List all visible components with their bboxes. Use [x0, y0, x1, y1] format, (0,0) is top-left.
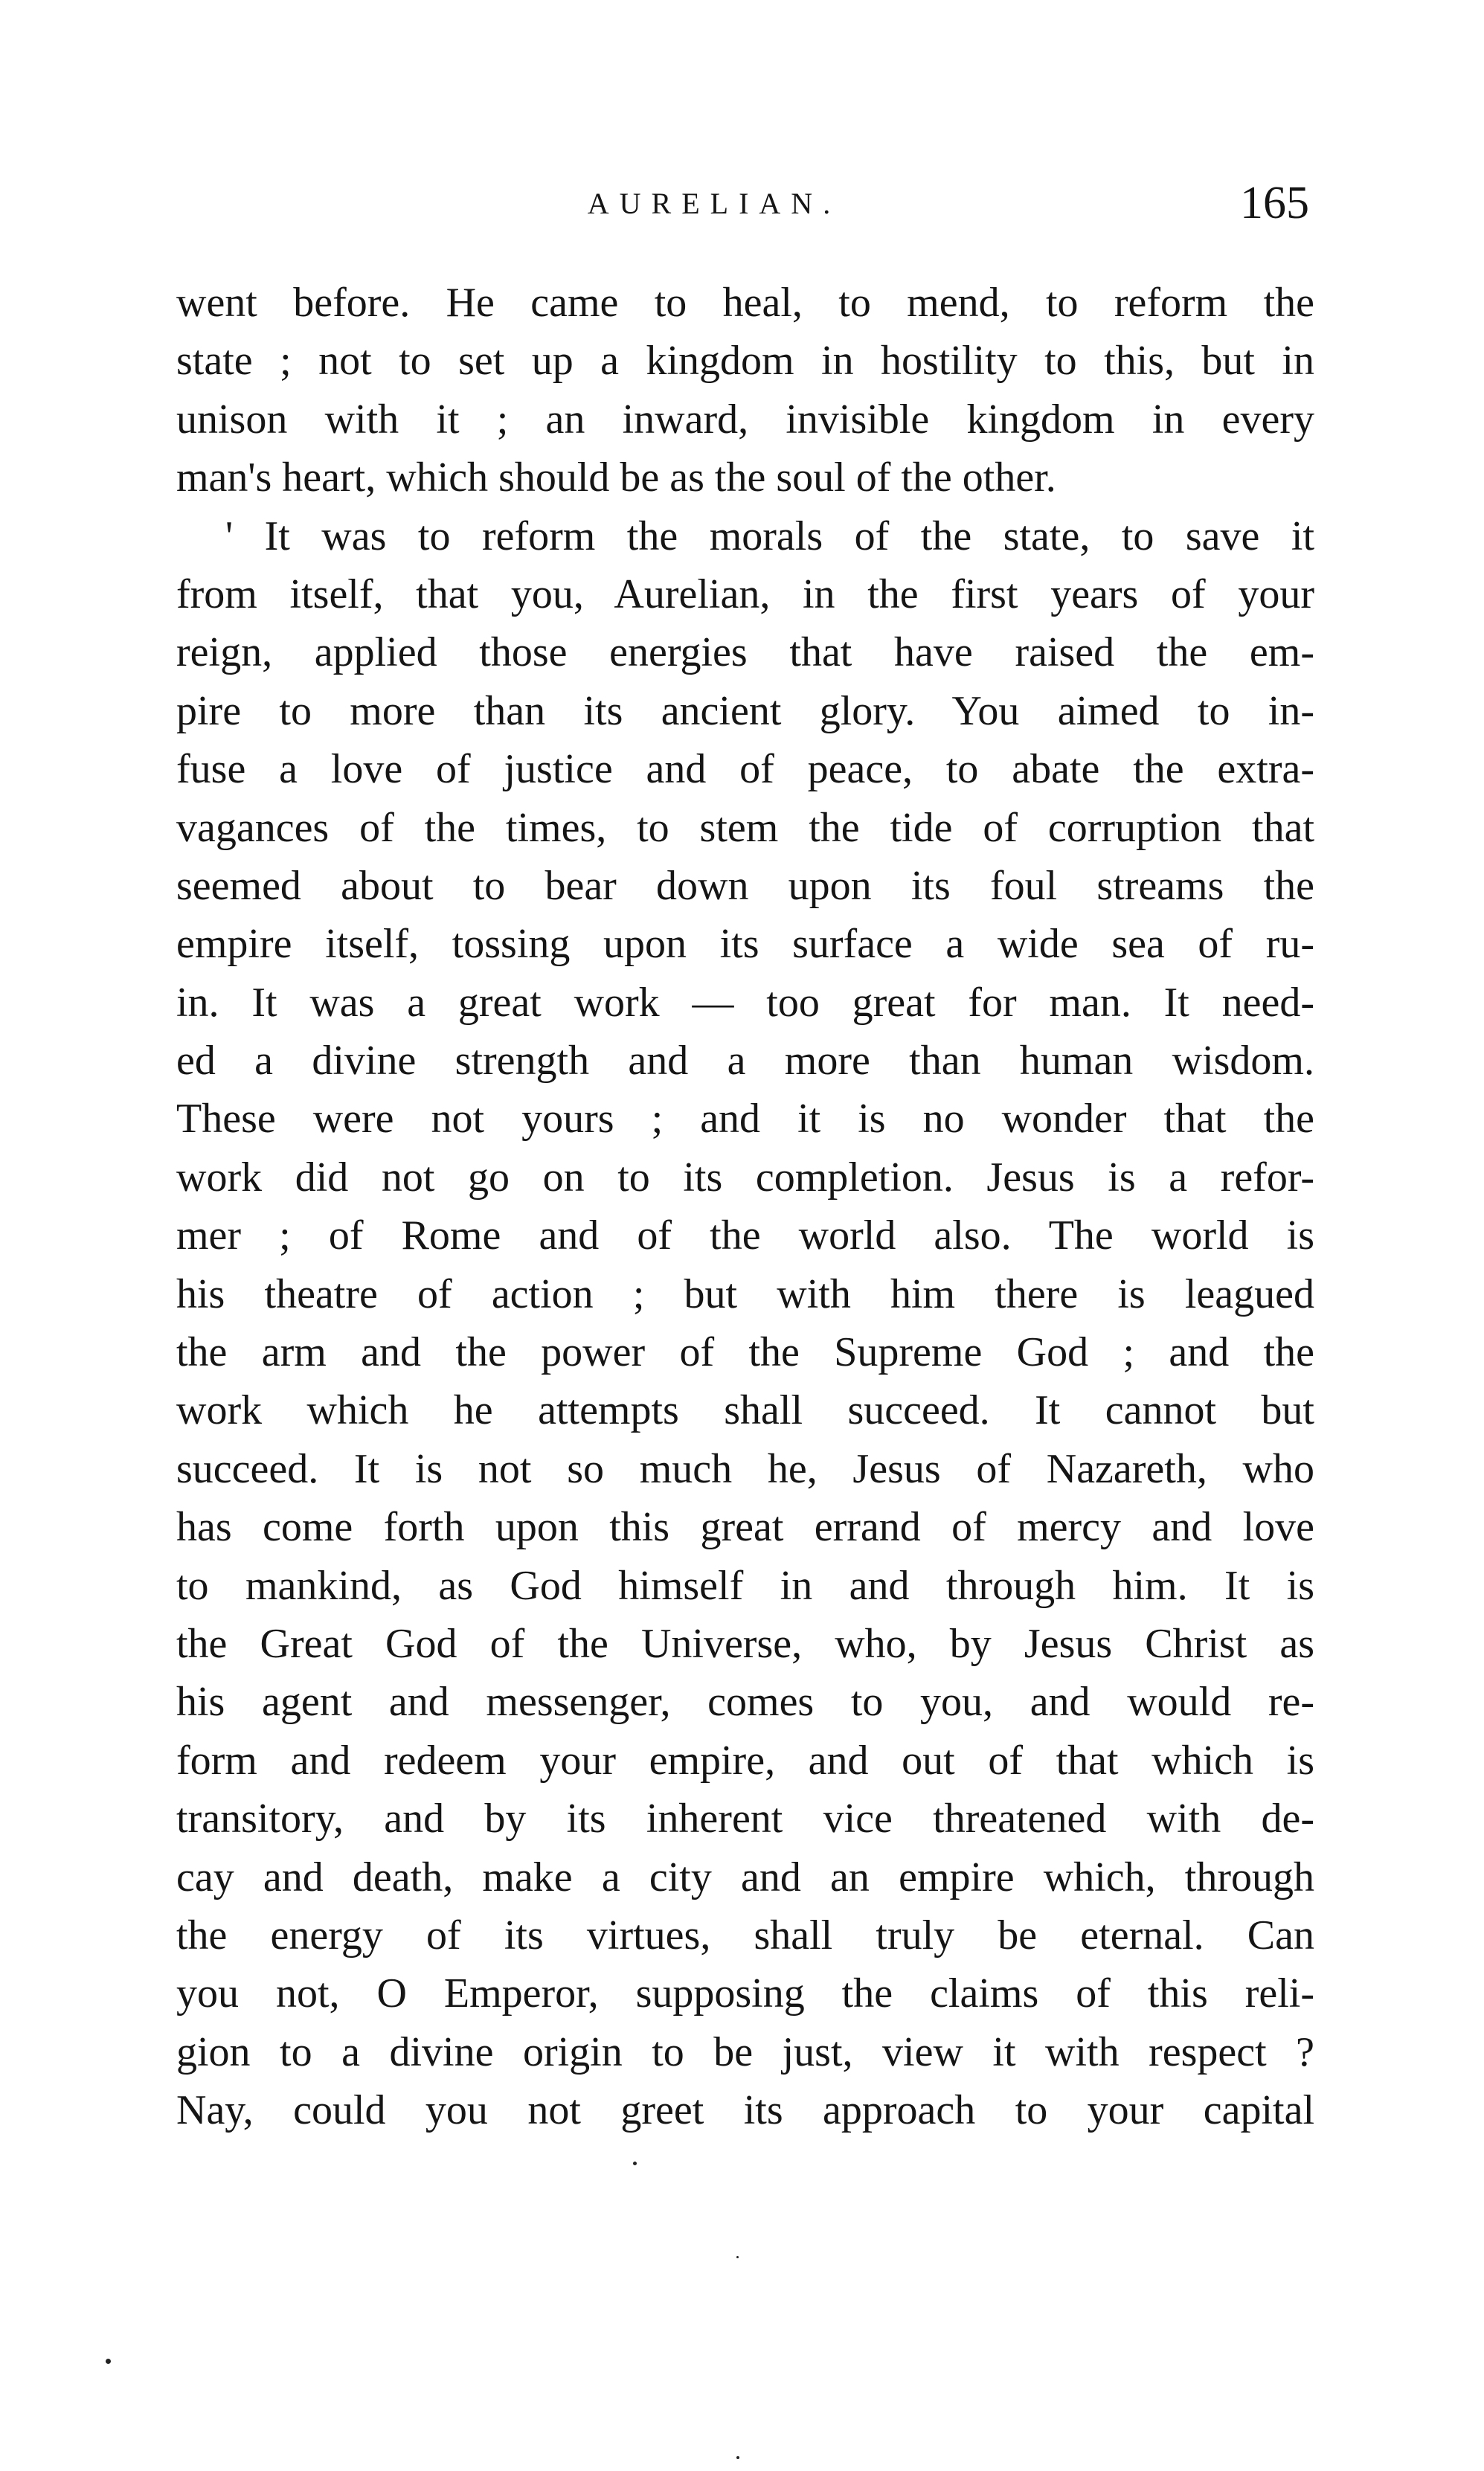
text-line: pire to more than its ancient glory. You aimed to in-	[176, 687, 1314, 734]
text-line: ' It was to reform the morals of the state, to save it	[225, 512, 1314, 559]
text-line: in. It was a great work — too great for man. It need-	[176, 979, 1314, 1026]
text-line: state ; not to set up a kingdom in hostility to this, but in	[176, 338, 1314, 385]
text-line: transitory, and by its inherent vice threatened with de-	[176, 1796, 1314, 1842]
text-line: vagances of the times, to stem the tide of corruption that	[176, 804, 1314, 851]
body-text	[176, 274, 1314, 2140]
text-line: unison with it ; an inward, invisible kingdom in every	[176, 396, 1314, 443]
text-line: went before. He came to heal, to mend, to reform the	[176, 280, 1314, 326]
text-line: reign, applied those energies that have raised the em-	[176, 629, 1314, 676]
text-line: empire itself, tossing upon its surface a wide sea of ru-	[176, 921, 1314, 968]
text-line: mer ; of Rome and of the world also. The world is	[176, 1212, 1314, 1259]
text-line: you not, O Emperor, supposing the claims of this reli-	[176, 1970, 1314, 2017]
text-line: work which he attempts shall succeed. It cannot but	[176, 1387, 1314, 1434]
text-line: man's heart, which should be as the soul of the other.	[176, 454, 1056, 501]
print-speck	[736, 2256, 739, 2258]
text-line: ed a divine strength and a more than human wisdom.	[176, 1038, 1314, 1085]
text-line: his agent and messenger, comes to you, and would re-	[176, 1679, 1314, 1726]
text-line: the arm and the power of the Supreme God ; and the	[176, 1329, 1314, 1376]
text-line: These were not yours ; and it is no wonder that the	[176, 1096, 1314, 1143]
text-line: work did not go on to its completion. Jesus is a refor-	[176, 1154, 1314, 1201]
text-line: fuse a love of justice and of peace, to abate the extra-	[176, 746, 1314, 793]
text-line: the energy of its virtues, shall truly be eternal. Can	[176, 1912, 1314, 1959]
text-line: his theatre of action ; but with him there is leagued	[176, 1270, 1314, 1317]
print-speck	[736, 2456, 739, 2459]
text-line: the Great God of the Universe, who, by Jesus Christ as	[176, 1620, 1314, 1667]
text-line: from itself, that you, Aurelian, in the first years of your	[176, 571, 1314, 617]
text-line: succeed. It is not so much he, Jesus of Nazareth, who	[176, 1445, 1314, 1492]
page-number: 165	[1240, 178, 1309, 228]
running-title: AURELIAN.	[587, 187, 841, 220]
text-line: has come forth upon this great errand of mercy and love	[176, 1504, 1314, 1551]
text-line: cay and death, make a city and an empire which, through	[176, 1854, 1314, 1900]
text-line: seemed about to bear down upon its foul streams the	[176, 862, 1314, 909]
text-line: gion to a divine origin to be just, view it with respect ?	[176, 2028, 1314, 2075]
text-line: Nay, could you not greet its approach to your capital	[176, 2087, 1314, 2134]
print-speck	[633, 2162, 637, 2165]
print-speck	[106, 2359, 111, 2364]
text-line: to mankind, as God himself in and through him. It is	[176, 1562, 1314, 1609]
text-line: form and redeem your empire, and out of that which is	[176, 1737, 1314, 1784]
